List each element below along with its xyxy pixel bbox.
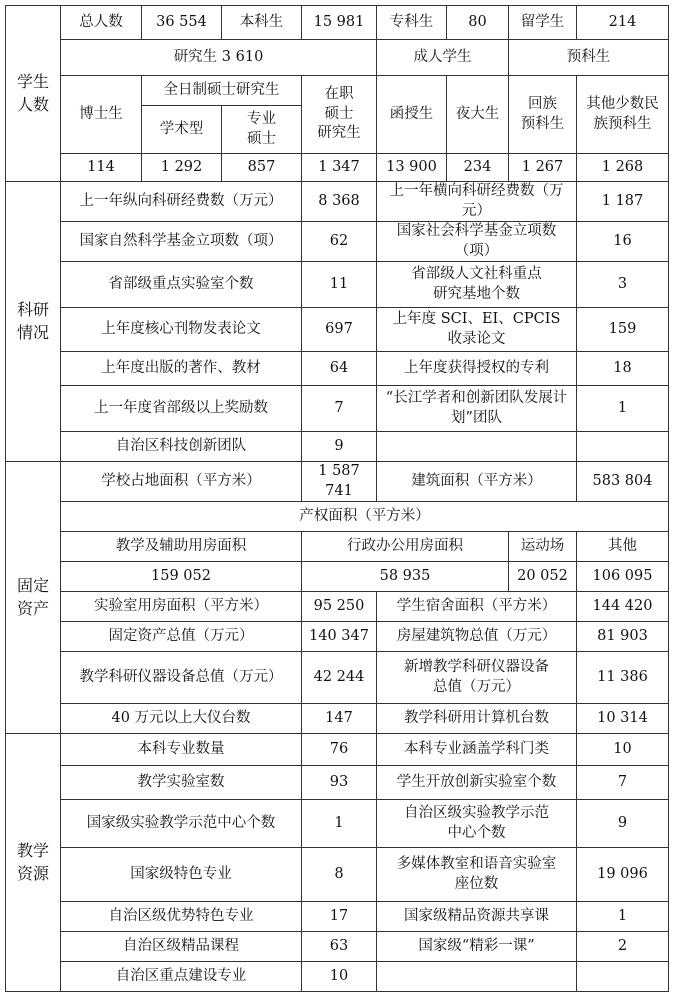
admin-area-label: 行政办公用房面积 [302, 532, 509, 562]
evening-label: 夜大生 [447, 76, 509, 154]
graduate-header: 研究生 3 610 [61, 40, 377, 76]
assets-value-3: 140 347 [302, 622, 377, 652]
teaching-label-2: 本科专业涵盖学科门类 [377, 734, 577, 766]
international-label: 留学生 [509, 6, 577, 40]
teaching-label-5: 国家级实验教学示范中心个数 [61, 800, 302, 848]
adult-students-header: 成人学生 [377, 40, 509, 76]
international-value: 214 [577, 6, 669, 40]
teaching-label-12: 国家级“精彩一课” [377, 932, 577, 962]
land-area-value: 1 587 741 [302, 462, 377, 502]
research-empty-label [377, 432, 577, 462]
research-value-3: 62 [302, 222, 377, 262]
research-value-10: 18 [577, 352, 669, 386]
research-label-13: 自治区科技创新团队 [61, 432, 302, 462]
research-value-1: 8 368 [302, 182, 377, 222]
research-label-4: 国家社会科学基金立项数（项） [377, 222, 577, 262]
inservice-master-value: 1 347 [302, 154, 377, 182]
teaching-value-5: 1 [302, 800, 377, 848]
assets-value-7: 147 [302, 704, 377, 734]
teaching-label-4: 学生开放创新实验室个数 [377, 766, 577, 800]
research-value-12: 1 [577, 386, 669, 432]
assets-value-8: 10 314 [577, 704, 669, 734]
professional-master-value: 857 [222, 154, 302, 182]
admin-area-value: 58 935 [302, 562, 509, 592]
research-label-6: 省部级人文社科重点 研究基地个数 [377, 262, 577, 308]
total-students-value: 36 554 [142, 6, 222, 40]
teaching-label-8: 多媒体教室和语音实验室 座位数 [377, 848, 577, 902]
sports-field-label: 运动场 [509, 532, 577, 562]
phd-value: 114 [61, 154, 142, 182]
teaching-value-4: 7 [577, 766, 669, 800]
teaching-value-13: 10 [302, 962, 377, 992]
research-value-4: 16 [577, 222, 669, 262]
section-assets-label: 固定 资产 [6, 462, 61, 734]
inservice-master-label: 在职 硕士 研究生 [302, 76, 377, 154]
sports-field-value: 20 052 [509, 562, 577, 592]
research-label-11: 上一年度省部级以上奖励数 [61, 386, 302, 432]
assets-value-4: 81 903 [577, 622, 669, 652]
teaching-value-7: 8 [302, 848, 377, 902]
teaching-label-10: 国家级精品资源共享课 [377, 902, 577, 932]
assets-value-6: 11 386 [577, 652, 669, 704]
assets-label-6: 新增教学科研仪器设备 总值（万元） [377, 652, 577, 704]
research-label-12: “长江学者和创新团队发展计 划”团队 [377, 386, 577, 432]
correspondence-value: 13 900 [377, 154, 447, 182]
teaching-area-value: 159 052 [61, 562, 302, 592]
minority-preparatory-value: 1 268 [577, 154, 669, 182]
hui-preparatory-value: 1 267 [509, 154, 577, 182]
teaching-value-6: 9 [577, 800, 669, 848]
preparatory-header: 预科生 [509, 40, 669, 76]
undergrad-value: 15 981 [302, 6, 377, 40]
research-value-8: 159 [577, 308, 669, 352]
assets-label-8: 教学科研用计算机台数 [377, 704, 577, 734]
assets-value-2: 144 420 [577, 592, 669, 622]
assets-label-2: 学生宿舍面积（平方米） [377, 592, 577, 622]
teaching-value-10: 1 [577, 902, 669, 932]
assets-label-5: 教学科研仪器设备总值（万元） [61, 652, 302, 704]
research-label-1: 上一年纵向科研经费数（万元） [61, 182, 302, 222]
research-empty-value [577, 432, 669, 462]
building-area-value: 583 804 [577, 462, 669, 502]
teaching-label-11: 自治区级精品课程 [61, 932, 302, 962]
evening-value: 234 [447, 154, 509, 182]
research-label-3: 国家自然科学基金立项数（项） [61, 222, 302, 262]
research-value-6: 3 [577, 262, 669, 308]
teaching-value-12: 2 [577, 932, 669, 962]
teaching-label-9: 自治区级优势特色专业 [61, 902, 302, 932]
assets-value-5: 42 244 [302, 652, 377, 704]
junior-college-value: 80 [447, 6, 509, 40]
research-label-9: 上年度出版的著作、教材 [61, 352, 302, 386]
academic-master-label: 学术型 [142, 106, 222, 154]
research-label-8: 上年度 SCI、EI、CPCIS 收录论文 [377, 308, 577, 352]
teaching-value-2: 10 [577, 734, 669, 766]
research-value-11: 7 [302, 386, 377, 432]
teaching-value-9: 17 [302, 902, 377, 932]
total-students-label: 总人数 [61, 6, 142, 40]
teaching-value-8: 19 096 [577, 848, 669, 902]
teaching-label-7: 国家级特色专业 [61, 848, 302, 902]
assets-value-1: 95 250 [302, 592, 377, 622]
teaching-label-1: 本科专业数量 [61, 734, 302, 766]
building-area-label: 建筑面积（平方米） [377, 462, 577, 502]
research-value-2: 1 187 [577, 182, 669, 222]
teaching-empty-value [577, 962, 669, 992]
academic-master-value: 1 292 [142, 154, 222, 182]
other-area-label: 其他 [577, 532, 669, 562]
correspondence-label: 函授生 [377, 76, 447, 154]
professional-master-label: 专业 硕士 [222, 106, 302, 154]
research-value-5: 11 [302, 262, 377, 308]
assets-label-1: 实验室用房面积（平方米） [61, 592, 302, 622]
hui-preparatory-label: 回族 预科生 [509, 76, 577, 154]
teaching-value-3: 93 [302, 766, 377, 800]
assets-label-7: 40 万元以上大仪台数 [61, 704, 302, 734]
teaching-value-1: 76 [302, 734, 377, 766]
teaching-label-6: 自治区级实验教学示范 中心个数 [377, 800, 577, 848]
phd-label: 博士生 [61, 76, 142, 154]
research-value-9: 64 [302, 352, 377, 386]
statistics-table [5, 5, 669, 992]
teaching-label-3: 教学实验室数 [61, 766, 302, 800]
teaching-label-13: 自治区重点建设专业 [61, 962, 302, 992]
research-label-5: 省部级重点实验室个数 [61, 262, 302, 308]
minority-preparatory-label: 其他少数民 族预科生 [577, 76, 669, 154]
research-label-2: 上一年横向科研经费数（万元） [377, 182, 577, 222]
junior-college-label: 专科生 [377, 6, 447, 40]
other-area-value: 106 095 [577, 562, 669, 592]
research-label-7: 上年度核心刊物发表论文 [61, 308, 302, 352]
research-value-7: 697 [302, 308, 377, 352]
teaching-value-11: 63 [302, 932, 377, 962]
section-students-label: 学生 人数 [6, 6, 61, 182]
research-value-13: 9 [302, 432, 377, 462]
fulltime-master-label: 全日制硕士研究生 [142, 76, 302, 106]
land-area-label: 学校占地面积（平方米） [61, 462, 302, 502]
teaching-area-label: 教学及辅助用房面积 [61, 532, 302, 562]
undergrad-label: 本科生 [222, 6, 302, 40]
section-teaching-label: 教学 资源 [6, 734, 61, 992]
research-label-10: 上年度获得授权的专利 [377, 352, 577, 386]
teaching-empty-label [377, 962, 577, 992]
property-area-header: 产权面积（平方米） [61, 502, 669, 532]
section-research-label: 科研 情况 [6, 182, 61, 462]
assets-label-4: 房屋建筑物总值（万元） [377, 622, 577, 652]
assets-label-3: 固定资产总值（万元） [61, 622, 302, 652]
